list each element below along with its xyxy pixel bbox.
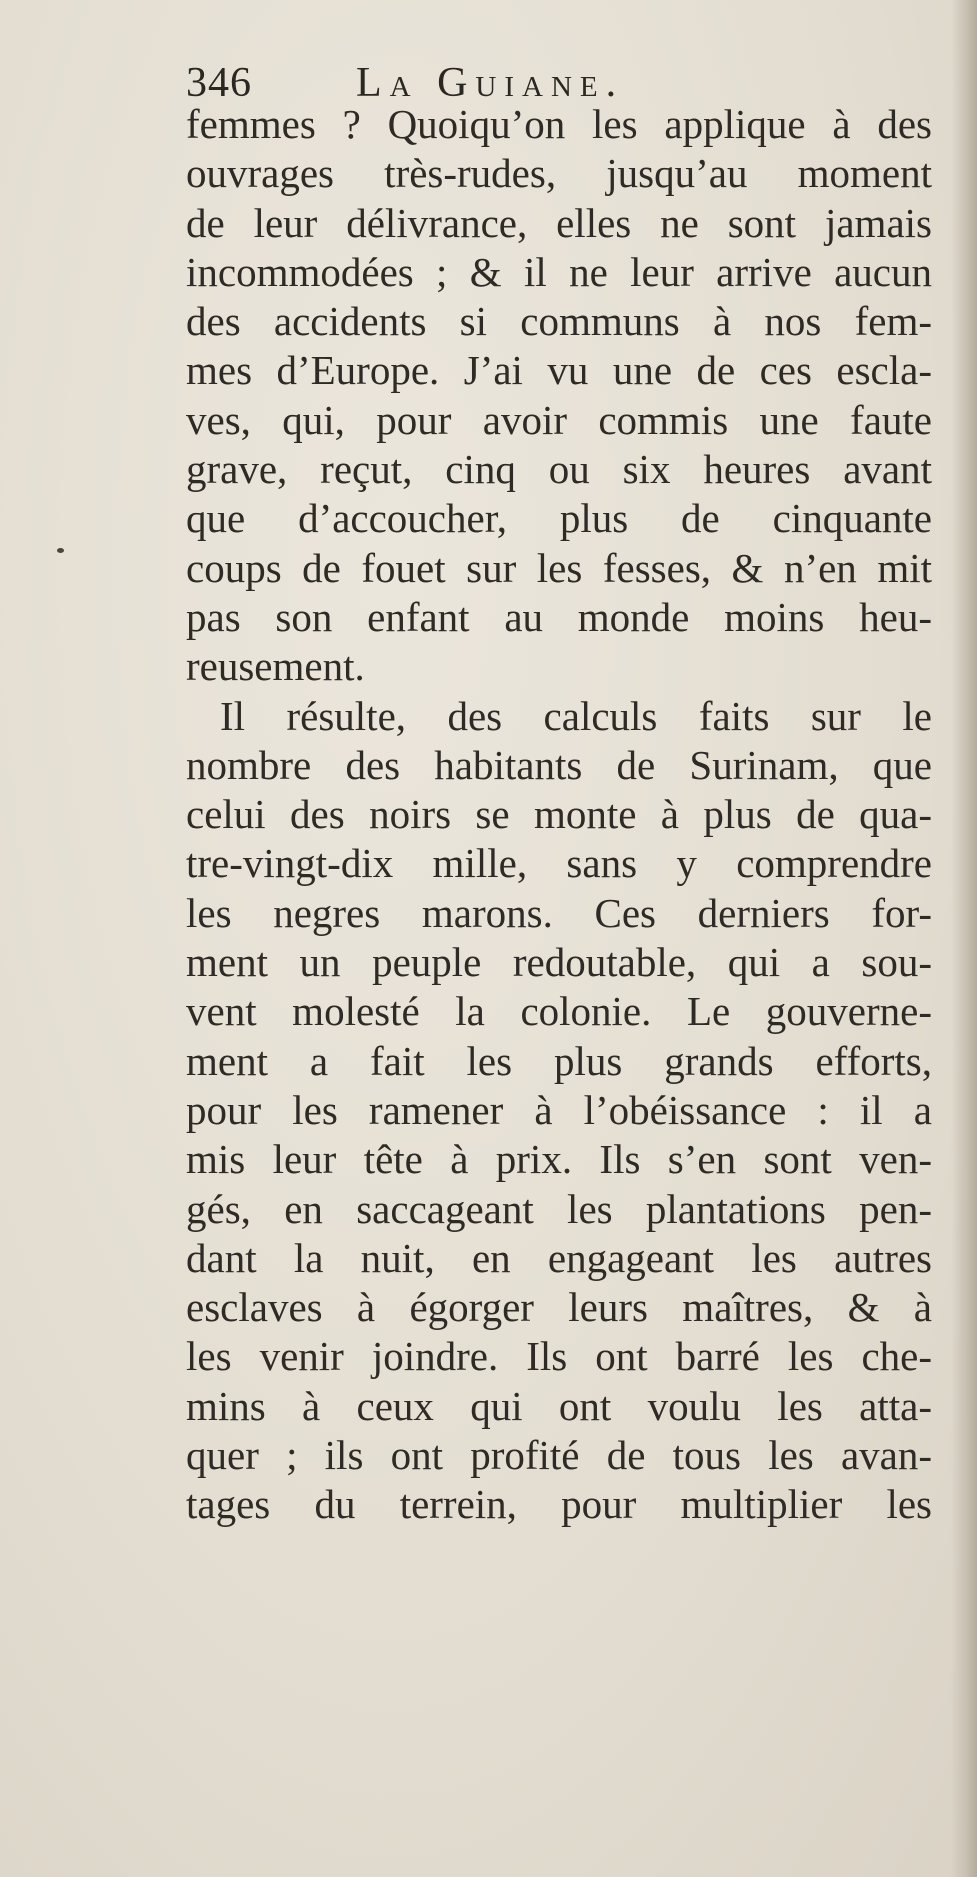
body-text bbox=[186, 100, 932, 1530]
text-line: ment un peuple redoutable, qui a sou- bbox=[186, 939, 932, 986]
text-line: de leur délivrance, elles ne sont jamais bbox=[186, 199, 932, 246]
text-line: ment a fait les plus grands efforts, bbox=[186, 1037, 932, 1084]
text-line: nombre des habitants de Surinam, que bbox=[186, 741, 932, 788]
text-line: tages du terrein, pour multiplier les bbox=[186, 1481, 932, 1528]
text-line: des accidents si communs à nos fem- bbox=[186, 298, 932, 345]
page-gutter-shadow bbox=[951, 0, 977, 1877]
text-line: mis leur tête à prix. Ils s’en sont ven- bbox=[186, 1136, 932, 1183]
text-line: incommodées ; & il ne leur arrive aucun bbox=[186, 248, 932, 295]
text-line: celui des noirs se monte à plus de qua- bbox=[186, 791, 932, 838]
text-line: femmes ? Quoiqu’on les applique à des bbox=[186, 101, 932, 147]
text-line: gés, en saccageant les plantations pen- bbox=[186, 1185, 932, 1232]
text-line: quer ; ils ont profité de tous les avan- bbox=[186, 1432, 932, 1479]
text-line: esclaves à égorger leurs maîtres, & à bbox=[186, 1284, 932, 1331]
text-line: Il résulte, des calculs faits sur le bbox=[220, 692, 932, 739]
text-line: pour les ramener à l’obéissance : il a bbox=[186, 1086, 932, 1133]
page-number: 346 bbox=[186, 60, 252, 106]
text-line: pas son enfant au monde moins heu- bbox=[186, 593, 932, 640]
text-line: que d’accoucher, plus de cinquante bbox=[186, 495, 932, 542]
text-line: les negres marons. Ces derniers for- bbox=[186, 889, 932, 936]
text-line: ouvrages très-rudes, jusqu’au moment bbox=[186, 150, 932, 197]
text-line: coups de fouet sur les fesses, & n’en mit bbox=[186, 544, 932, 591]
text-line: ves, qui, pour avoir commis une faute bbox=[186, 396, 932, 443]
text-line: dant la nuit, en engageant les autres bbox=[186, 1234, 932, 1281]
text-line: mes d’Europe. J’ai vu une de ces escla- bbox=[186, 347, 932, 394]
ink-speck bbox=[57, 548, 64, 553]
text-line: tre-vingt-dix mille, sans y comprendre bbox=[186, 840, 932, 887]
text-line: mins à ceux qui ont voulu les atta- bbox=[186, 1382, 932, 1429]
text-line: grave, reçut, cinq ou six heures avant bbox=[186, 446, 932, 493]
text-line: les venir joindre. Ils ont barré les che- bbox=[186, 1333, 932, 1380]
running-title: La Guiane. bbox=[356, 60, 625, 106]
text-line: vent molesté la colonie. Le gouverne- bbox=[186, 988, 932, 1035]
text-line: reusement. bbox=[186, 643, 365, 690]
